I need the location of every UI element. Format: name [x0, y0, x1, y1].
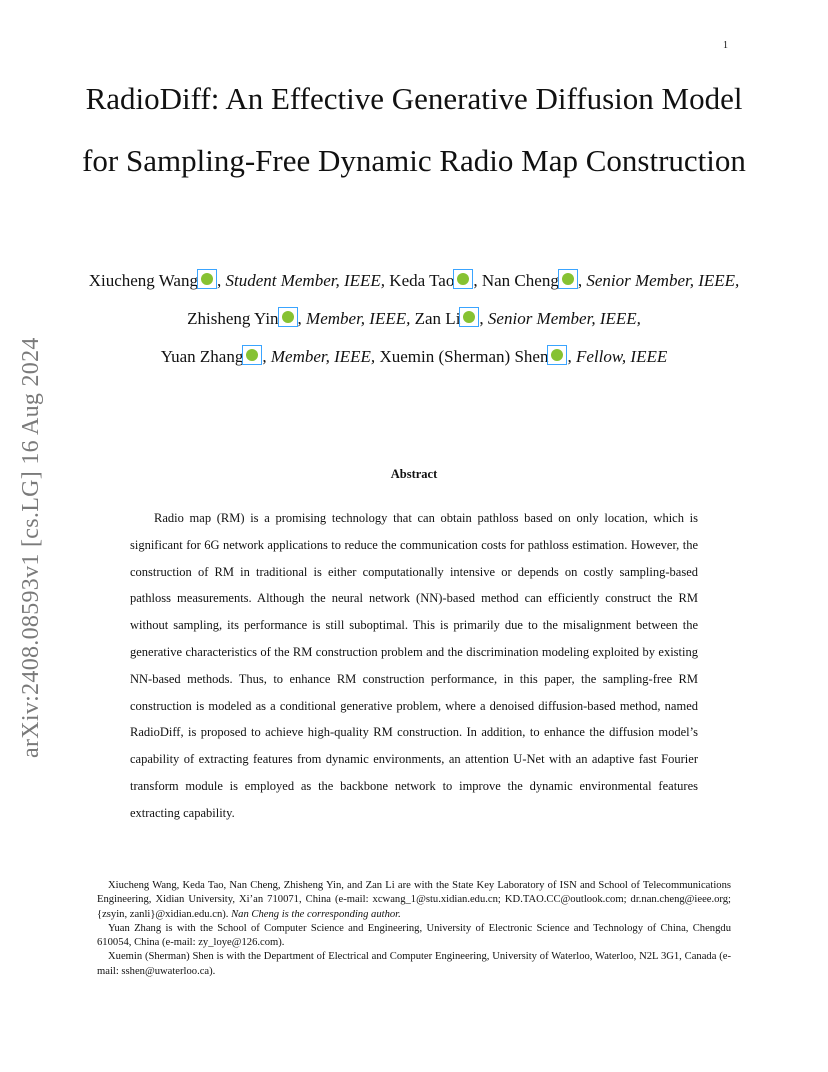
- author-name: Xuemin (Sherman) Shen: [379, 347, 549, 366]
- arxiv-side-stamp: arXiv:2408.08593v1 [cs.LG] 16 Aug 2024: [18, 337, 44, 758]
- abstract-heading: Abstract: [390, 467, 438, 481]
- orcid-icon[interactable]: [459, 307, 479, 327]
- footnotes: [97, 879, 731, 979]
- footnote-affiliation-1: [97, 879, 731, 922]
- orcid-icon[interactable]: [547, 345, 567, 365]
- abstract-text: Radio map (RM) is a promising technology that can obtain pathloss based on only location, which is significant for 6G network applications to reduce the communication costs for pathloss estimation. However, the construction of RM in traditional is either computationally intensive or depends on costly sampling-based pathloss measurements. Although the neural network (NN)-based method can efficiently construct the RM without sampling, its performance is still suboptimal. This is primarily due to the misalignment between the generative characteristics of the RM construction problem and the discrimination modeling exploited by existing NN-based methods. Thus, to enhance RM construction performance, in this paper, the sampling-free RM construction is modeled as a conditional generative problem, where a denoised diffusion-based method, named RadioDiff, is proposed to achieve high-quality RM construction. In addition, to enhance the diffusion model’s capability of extracting features from dynamic environments, an attention U-Net with an adaptive fast Fourier transform module is employed as the backbone network to improve the dynamic environmental features extracting capability.: [130, 511, 698, 820]
- paper-title: RadioDiff: An Effective Generative Diffusion Model for Sampling-Free Dynamic Radio Map Construction: [82, 81, 746, 178]
- author-list: Xiucheng Wang , Student Member, IEEE, Keda Tao , Nan Cheng , Senior Member, IEEE, Zhisheng Yin , Member, IEEE, Zan Li , Senior Member, IEEE, Yuan Zhang , Member, IEEE, Xuemin (Sherman) Shen , Fellow, IEEE: [88, 271, 740, 366]
- author-name: Yuan Zhang: [160, 347, 244, 366]
- footnote-affiliation-3: Xuemin (Sherman) Shen is with the Department of Electrical and Computer Engineering, University of Waterloo, Waterloo, N2L 3G1, Canada (e-mail: sshen@uwaterloo.ca).: [97, 951, 731, 977]
- corresponding-author-note: Nan Cheng is the corresponding author.: [231, 908, 401, 920]
- page-number: 1: [723, 40, 728, 51]
- author-name: Xiucheng Wang: [88, 271, 198, 290]
- author-name: Zhisheng Yin: [187, 309, 279, 328]
- author-affiliation: Senior Member, IEEE,: [586, 271, 740, 290]
- orcid-icon[interactable]: [558, 269, 578, 289]
- orcid-icon[interactable]: [197, 269, 217, 289]
- author-affiliation: Member, IEEE,: [270, 347, 376, 366]
- author-name: Zan Li: [414, 309, 461, 328]
- orcid-icon[interactable]: [453, 269, 473, 289]
- author-name: Nan Cheng: [481, 271, 559, 290]
- orcid-icon[interactable]: [242, 345, 262, 365]
- footnote-text: Xiucheng Wang, Keda Tao, Nan Cheng, Zhisheng Yin, and Zan Li are with the State Key Laboratory of ISN and School of Telecommunications Engineering, Xidian University, Xi’an 710071, China (e-mail: xcwang_1@stu.xidian.edu.cn; KD.TAO.CC@outlook.com; dr.nan.cheng@ieee.org; {zsyin, zanli}@xidian.edu.cn).: [97, 880, 731, 920]
- footnote-affiliation-2: Yuan Zhang is with the School of Computer Science and Engineering, University of Electronic Science and Technology of China, Chengdu 610054, China (e-mail: zy_loye@126.com).: [97, 922, 731, 949]
- author-affiliation: Member, IEEE,: [306, 309, 411, 328]
- author-affiliation: Senior Member, IEEE,: [487, 309, 641, 328]
- orcid-icon[interactable]: [278, 307, 298, 327]
- author-affiliation: Fellow, IEEE: [575, 347, 668, 366]
- author-name: Keda Tao: [389, 271, 455, 290]
- author-affiliation: Student Member, IEEE,: [225, 271, 386, 290]
